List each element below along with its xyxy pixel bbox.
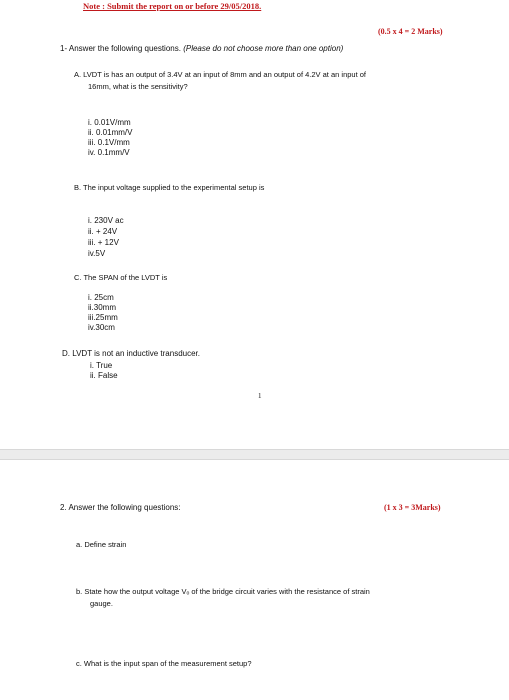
q2a-text: a. Define strain [76, 540, 127, 549]
page-break-divider [0, 449, 509, 460]
q1b-option-2: ii. + 24V [88, 227, 118, 236]
q1c-option-3: iii.25mm [88, 313, 118, 322]
q2-marks: (1 x 3 = 3Marks) [384, 503, 441, 512]
q1b-text: B. The input voltage supplied to the experimental setup is [74, 183, 265, 192]
q1b-option-4: iv.5V [88, 249, 106, 258]
page-number: 1 [258, 392, 262, 400]
q1d-option-1: i. True [90, 361, 113, 370]
submission-note: Note : Submit the report on or before 29/05/2018. [83, 1, 262, 11]
q1a-option-2: ii. 0.01mm/V [88, 128, 133, 137]
q1b-option-1: i. 230V ac [88, 216, 124, 225]
q2b-text-line1: b. State how the output voltage Vₒ of the bridge circuit varies with the resistance of strain [76, 587, 370, 596]
q1a-text-line2: 16mm, what is the sensitivity? [88, 82, 188, 91]
q1a-option-3: iii. 0.1V/mm [88, 138, 130, 147]
q1a-option-4: iv. 0.1mm/V [88, 148, 130, 157]
q2-title: 2. Answer the following questions: [60, 503, 181, 512]
q1-marks: (0.5 x 4 = 2 Marks) [378, 27, 443, 36]
q1c-option-4: iv.30cm [88, 323, 115, 332]
q1a-text-line1: A. LVDT is has an output of 3.4V at an input of 8mm and an output of 4.2V at an input of [74, 70, 366, 79]
q1-title: 1- Answer the following questions. [60, 44, 181, 53]
q1d-option-2: ii. False [90, 371, 118, 380]
q1c-text: C. The SPAN of the LVDT is [74, 273, 168, 282]
q1c-option-2: ii.30mm [88, 303, 117, 312]
q2b-text-line2: gauge. [90, 599, 113, 608]
q1-heading [60, 44, 343, 54]
q1c-option-1: i. 25cm [88, 293, 114, 302]
q1d-text: D. LVDT is not an inductive transducer. [62, 349, 200, 358]
q1-instruction: (Please do not choose more than one option) [183, 44, 344, 53]
q2c-text: c. What is the input span of the measurement setup? [76, 659, 252, 668]
q1b-option-3: iii. + 12V [88, 238, 119, 247]
q1a-option-1: i. 0.01V/mm [88, 118, 131, 127]
